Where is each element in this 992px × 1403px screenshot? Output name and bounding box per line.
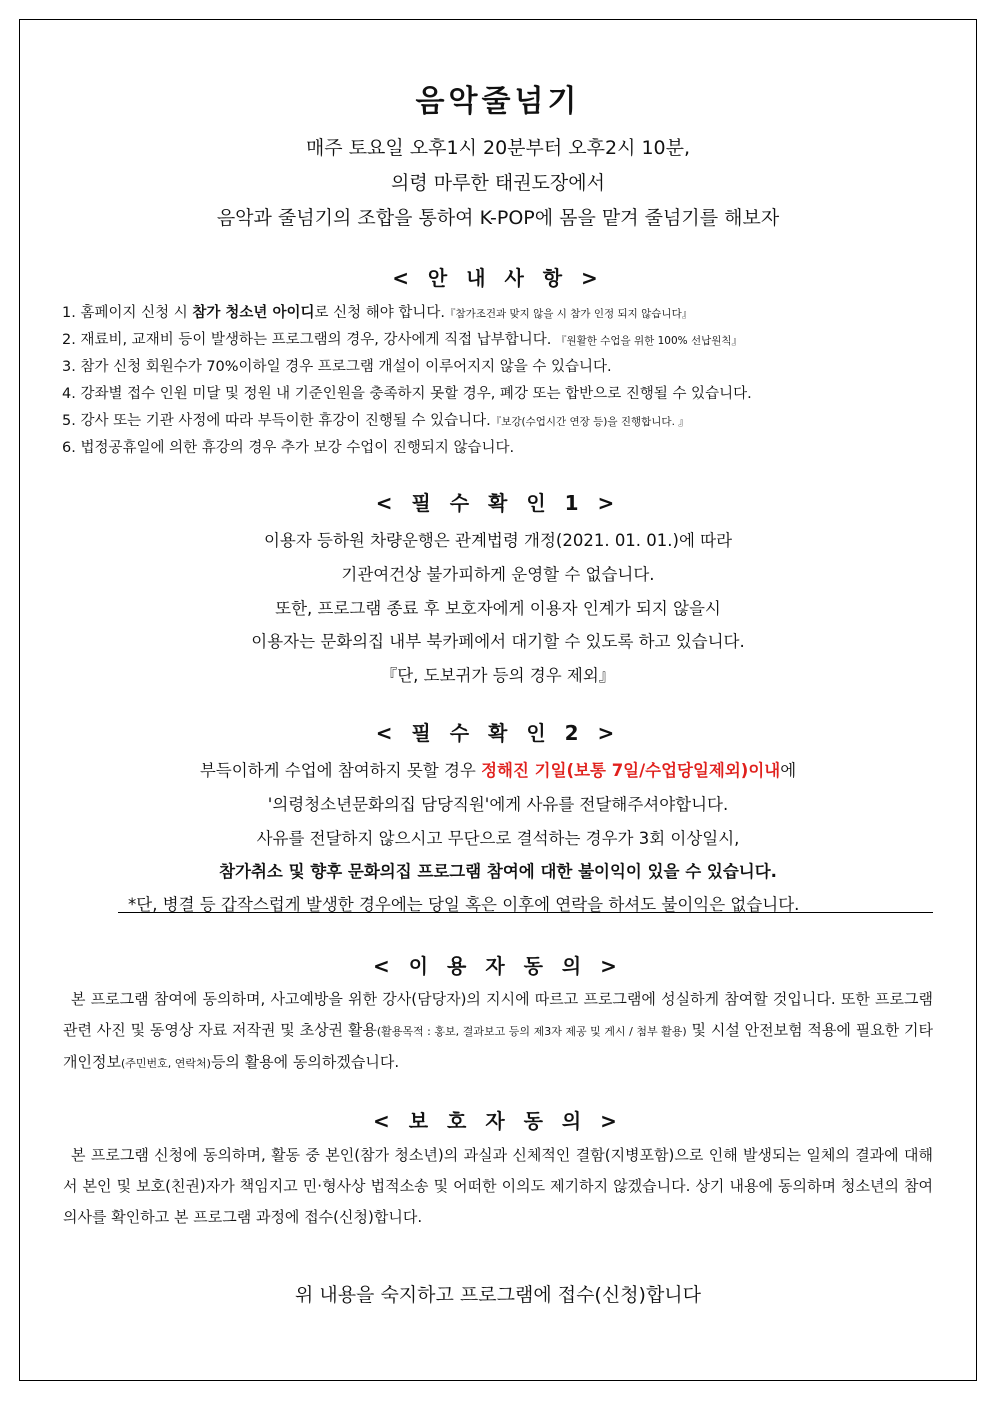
notice-heading: < 안 내 사 항 > [392, 266, 604, 290]
consent-text: 본 프로그램 참여에 동의하며, 사고예방을 위한 강사(담당자)의 지시에 따르고 프로그램에 성실하게 참여할 것입니다. 또한 프로그램 관련 사진 및 동영상 자료 저작권 및 초상권 활용 [63, 990, 933, 1039]
notice-rule-2 [62, 328, 742, 349]
rule-note: 『참가조건과 맞지 않을 시 참가 인정 되지 않습니다』 [444, 308, 693, 320]
user-consent-heading: < 이 용 자 동 의 > [373, 954, 623, 978]
notice-rule-1 [62, 301, 692, 322]
check1-line-5: 『단, 도보귀가 등의 경우 제외』 [380, 666, 616, 685]
check2-line-1 [19, 757, 977, 781]
consent-note: (활용목적 : 홍보, 결과보고 등의 제3자 제공 및 게시 / 첨부 활용) [376, 1025, 687, 1038]
intro-line-3: 음악과 줄넘기의 조합을 통하여 K-POP에 몸을 맡겨 줄넘기를 해보자 [216, 207, 780, 229]
notice-rule-6: 6. 법정공휴일에 의한 휴강의 경우 추가 보강 수업이 진행되지 않습니다. [62, 440, 515, 456]
rule-note: 『보강(수업시간 연장 등)을 진행합니다. 』 [490, 416, 689, 428]
rule-text: 로 신청 해야 합니다. [314, 305, 445, 321]
rule-emphasis: 참가 청소년 아이디 [192, 305, 315, 321]
check2-heading: < 필 수 확 인 2 > [375, 721, 621, 745]
check2-warning: 참가취소 및 향후 문화의집 프로그램 참여에 대한 불이익이 있을 수 있습니다. [219, 862, 777, 881]
check1-line-2: 기관여건상 불가피하게 운영할 수 없습니다. [341, 565, 655, 584]
check2-line-2: '의령청소년문화의집 담당직원'에게 사유를 전달해주셔야합니다. [267, 795, 729, 814]
user-consent-paragraph [63, 984, 933, 1079]
notice-rule-4: 4. 강좌별 접수 인원 미달 및 정원 내 기준인원을 충족하지 못할 경우, 폐강 또는 합반으로 진행될 수 있습니다. [62, 386, 752, 402]
consent-text: 등의 활용에 동의하겠습니다. [210, 1053, 400, 1071]
guardian-consent-paragraph: 본 프로그램 신청에 동의하며, 활동 중 본인(참가 청소년)의 과실과 신체적인 결함(지병포함)으로 인해 발생되는 일체의 결과에 대해서 본인 및 보호(친권)자가 책임지고 민·형사상 법적소송 및 어떠한 이의도 제기하지 않겠습니다. 상기 내용에 동의하며 청소년의 참여의사를 확인하고 본 프로그램 과정에 접수(신청)합니다. [63, 1146, 933, 1226]
check1-heading: < 필 수 확 인 1 > [375, 491, 621, 515]
check2-line-3: 사유를 전달하지 않으시고 무단으로 결석하는 경우가 3회 이상일시, [256, 829, 740, 848]
notice-rule-3: 3. 참가 신청 회원수가 70%이하일 경우 프로그램 개설이 이루어지지 않을 수 있습니다. [62, 359, 612, 375]
rule-text: 5. 강사 또는 기관 사정에 따라 부득이한 휴강이 진행될 수 있습니다. [62, 413, 491, 429]
footer-statement: 위 내용을 숙지하고 프로그램에 접수(신청)합니다 [294, 1284, 702, 1306]
page-title: 음악줄넘기 [415, 84, 581, 119]
check2-text: 에 [780, 761, 797, 780]
notice-rule-5 [62, 409, 689, 430]
consent-text: 및 시설 안전보험 적용에 필요한 기타 개인정보 [63, 1021, 933, 1071]
rule-note: 『원활한 수업을 위한 100% 선납원칙』 [555, 335, 743, 347]
check1-line-1: 이용자 등하원 차량운행은 관계법령 개정(2021. 01. 01.)에 따라 [263, 531, 733, 550]
check2-text: 부득이하게 수업에 참여하지 못할 경우 [199, 761, 482, 780]
check1-line-3: 또한, 프로그램 종료 후 보호자에게 이용자 인계가 되지 않을시 [275, 599, 721, 618]
intro-line-2: 의령 마루한 태권도장에서 [391, 172, 605, 194]
rule-text: 1. 홈페이지 신청 시 [62, 305, 193, 321]
guardian-consent-heading: < 보 호 자 동 의 > [373, 1109, 623, 1133]
check1-line-4: 이용자는 문화의집 내부 북카페에서 대기할 수 있도록 하고 있습니다. [251, 632, 745, 651]
intro-line-1: 매주 토요일 오후1시 20분부터 오후2시 10분, [305, 137, 691, 159]
check2-exception-note: *단, 병결 등 갑작스럽게 발생한 경우에는 당일 혹은 이후에 연락을 하셔도 불이익은 없습니다. [128, 895, 800, 914]
exception-underline [118, 912, 933, 913]
deadline-highlight: 정해진 기일(보통 7일/수업당일제외)이내 [481, 761, 781, 780]
rule-text: 2. 재료비, 교재비 등이 발생하는 프로그램의 경우, 강사에게 직접 납부합니다. [62, 332, 556, 348]
consent-note: (주민번호, 연락처) [120, 1057, 211, 1070]
